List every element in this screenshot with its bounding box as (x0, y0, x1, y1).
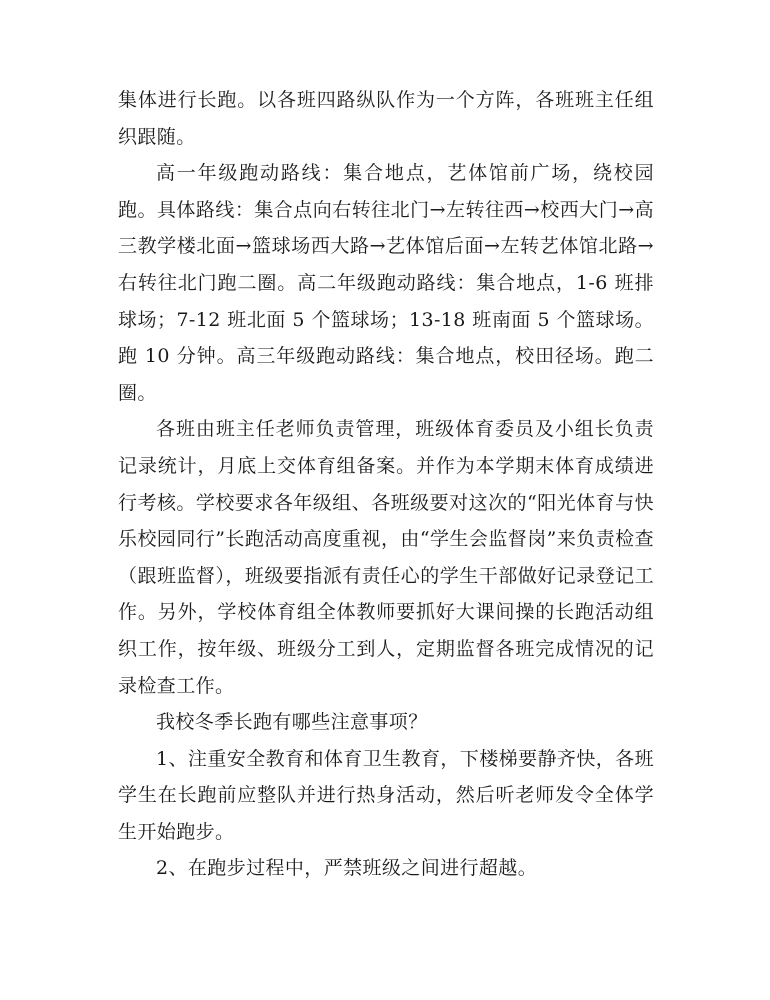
paragraph-precautions-question: 我校冬季长跑有哪些注意事项？ (156, 711, 428, 734)
paragraph-management-requirements: 各班由班主任老师负责管理，班级体育委员及小组长负责记录统计，月底上交体育组备案。并作为本学期末体育成绩进行考核。学校要求各年级组、各班级要对这次的“阳光体育与快乐校园同行”长跑活动高度重视，由“学生会监督岗”来负责检查（跟班监督），班级要指派有责任心的学生干部做好记录登记工作。另外，学校体育组全体教师要抓好大课间操的长跑活动组织工作，按年级、班级分工到人，定期监督各班完成情况的记录检查工作。 (118, 418, 654, 697)
document-body (118, 82, 654, 887)
paragraph-precaution-1: 1、注重安全教育和体育卫生教育，下楼梯要静齐快，各班学生在长跑前应整队并进行热身活动，然后听老师发令全体学生开始跑步。 (118, 747, 654, 843)
paragraph-precaution-2: 2、在跑步过程中，严禁班级之间进行超越。 (156, 857, 538, 880)
paragraph-assembly-formation: 集体进行长跑。以各班四路纵队作为一个方阵，各班班主任组织跟随。 (118, 89, 654, 148)
paragraph-running-routes: 高一年级跑动路线：集合地点，艺体馆前广场，绕校园跑。具体路线：集合点向右转往北门→左转往西→校西大门→高三教学楼北面→篮球场西大路→艺体馆后面→左转艺体馆北路→右转往北门跑二圈。高二年级跑动路线：集合地点，1-6 班排球场；7-12 班北面 5 个篮球场；13-18 班南面 5 个篮球场。跑 10 分钟。高三年级跑动路线：集合地点，校田径场。跑二圈。 (118, 162, 654, 404)
